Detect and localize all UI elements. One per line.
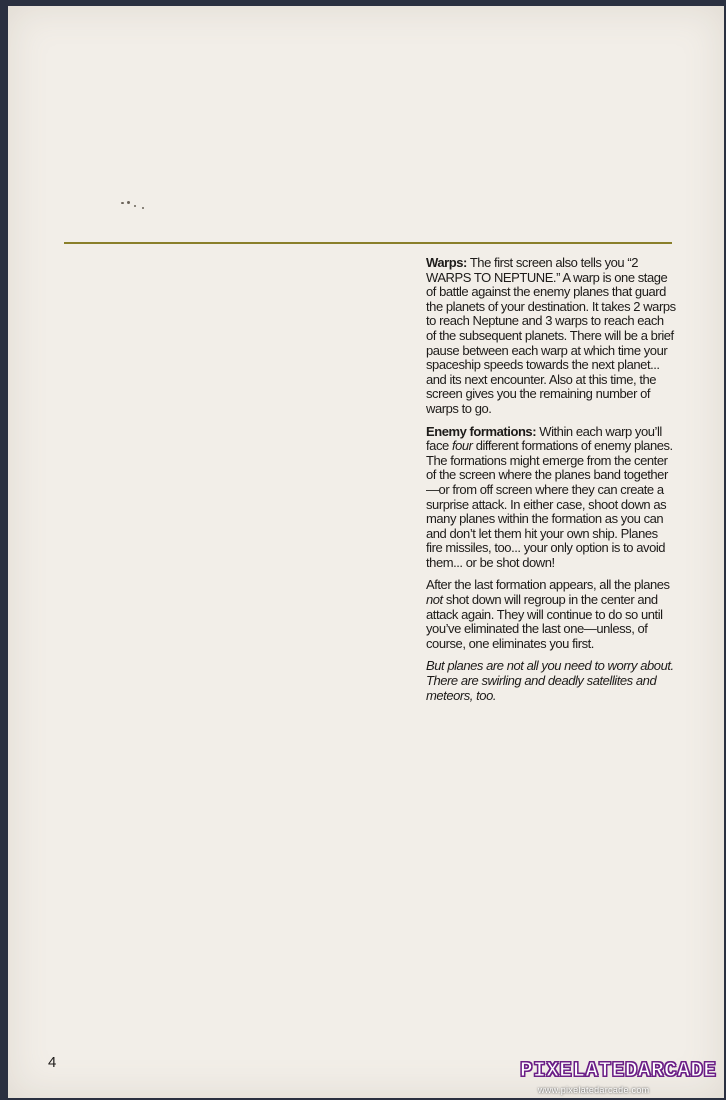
formations-body-start: Within each warp you’ll face: [426, 423, 662, 454]
closing-paragraph: But planes are not all you need to worry about. There are swirling and deadly satellites and meteors, too.: [426, 658, 674, 703]
page-number: 4: [48, 1054, 57, 1071]
regroup-emphasis: not: [426, 592, 443, 608]
regroup-paragraph: [426, 578, 676, 651]
watermark-url: www.pixelatedarcade.com: [538, 1085, 650, 1095]
warps-paragraph: [426, 256, 676, 417]
section-divider: [64, 242, 672, 244]
warps-heading: Warps:: [426, 255, 467, 270]
regroup-body-start: After the last formation appears, all the planes: [426, 577, 670, 593]
formations-emphasis: four: [451, 438, 473, 454]
paper-specks: [121, 198, 147, 212]
manual-page: [8, 6, 724, 1098]
watermark-logo: PIXELATEDARCADE: [520, 1060, 717, 1083]
regroup-body-end: shot down will regroup in the center and attack again. They will continue to do so until you’ve eliminated the last one—unless, of course, one eliminates you first.: [426, 592, 663, 651]
formations-heading: Enemy formations:: [426, 423, 537, 439]
formations-body-end: different formations of enemy planes. The formations might emerge from the center of the screen where the planes band together—or from off screen where they can create a surprise attack. In either case, shoot down as many planes within the formation as you can and don’t let them hit your own ship. Planes fire missiles, too... your only option is to avoid them... or be shot down!: [426, 438, 673, 570]
text-column: [426, 256, 676, 711]
formations-paragraph: [426, 425, 676, 571]
warps-body: The first screen also tells you “2 WARPS TO NEPTUNE.” A warp is one stage of battle against the enemy planes that guard the planets of your destination. It takes 2 warps to reach Neptune and 3 warps to reach each of the subsequent planets. There will be a brief pause between each warp at which time your spaceship speeds towards the next planet... and its next encounter. Also at this time, the screen gives you the remaining number of warps to go.: [426, 255, 676, 416]
